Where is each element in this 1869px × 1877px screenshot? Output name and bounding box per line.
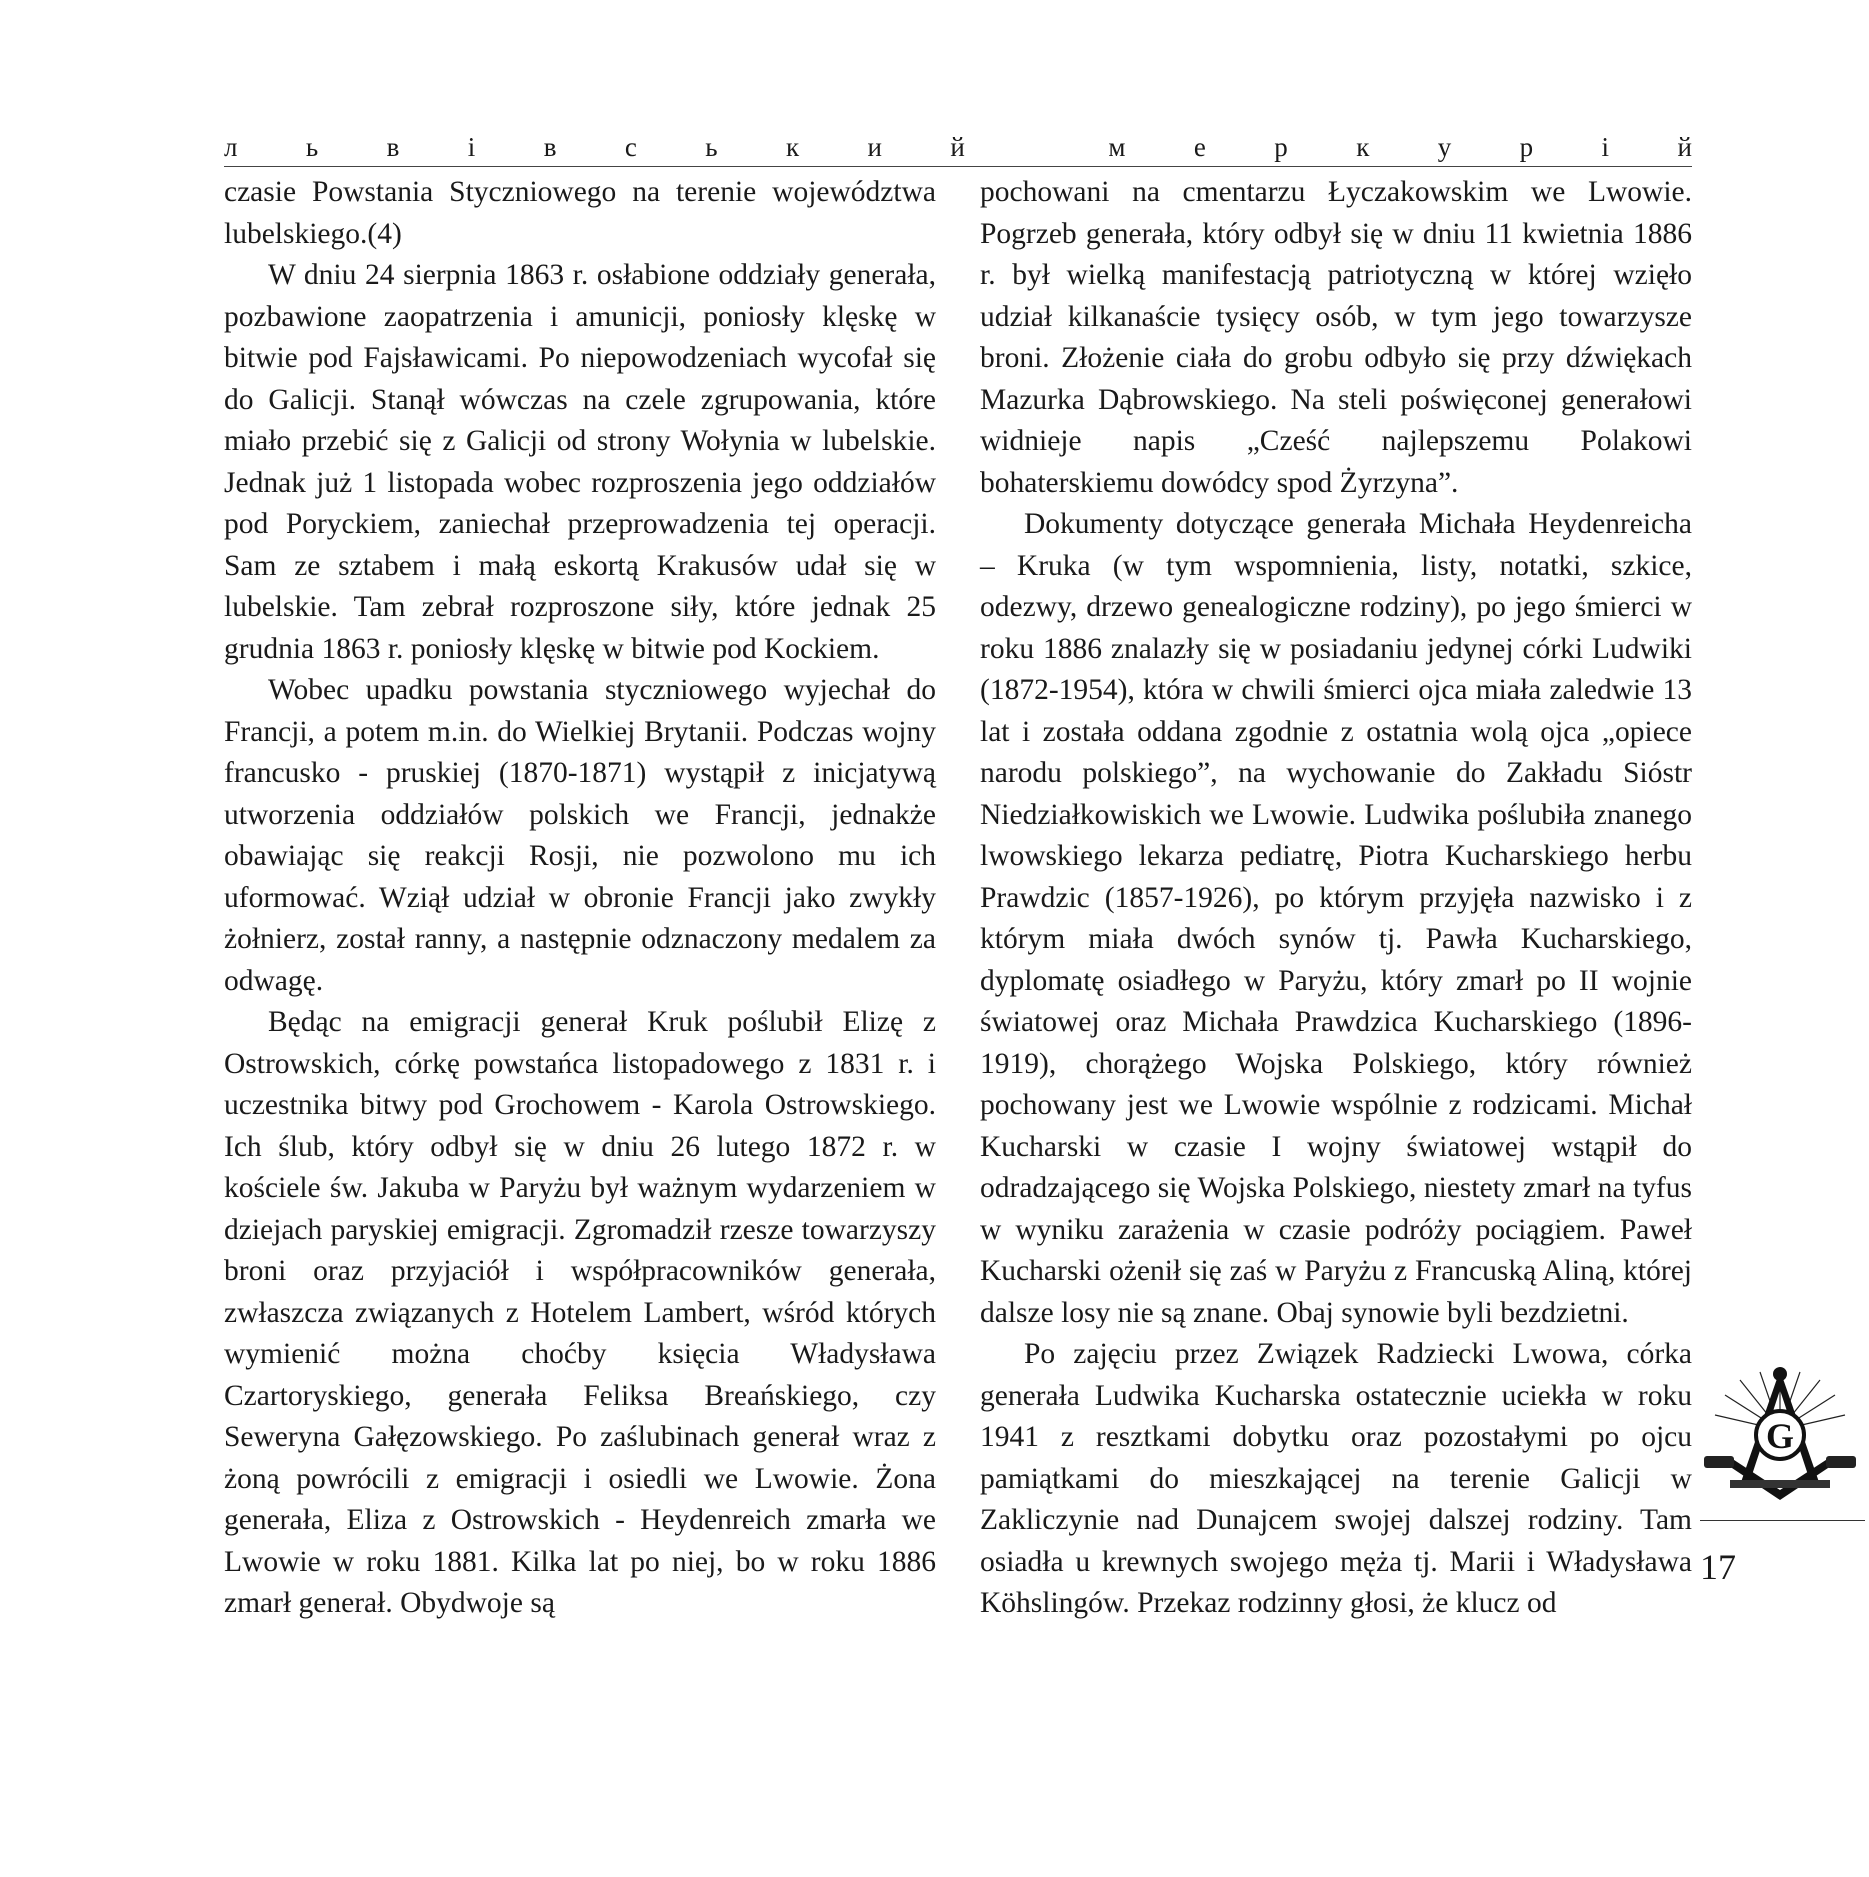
paragraph: Wobec upadku powstania styczniowego wyjechał do Francji, a potem m.in. do Wielkiej Brytanii. Podczas wojny francusko - pruskiej (1870-1871) wystąpił z inicjatywą utworzenia oddziałów polskich we Francji, jednakże obawiając się reakcji Rosji, nie pozwolono mu ich uformować. Wziął udział w obronie Francji jako zwykły żołnierz, został ranny, a następnie odznaczony medalem za odwagę.: [224, 674, 936, 997]
masonic-square-compass-icon: [1700, 1360, 1860, 1510]
paragraph: Po zajęciu przez Związek Radziecki Lwowa, córka generała Ludwika Kucharska ostatecznie uciekła w roku 1941 z resztkami dobytku oraz pozostałymi po ojcu pamiątkami do mieszkającej na terenie Galicji w Zakliczynie nad Dunajcem swojej dalszej rodziny. Tam osiadła u krewnych swojego męża tj. Marii i Władysława Köhslingów. Przekaz rodzinny głosi, że klucz od: [980, 1338, 1692, 1619]
running-head-letter: к: [785, 132, 800, 162]
running-head-letter: у: [1437, 132, 1452, 162]
running-head: [224, 132, 1692, 163]
running-head-letter: ь: [305, 132, 319, 162]
running-head-letter: с: [624, 132, 637, 162]
running-head-letter: и: [867, 132, 882, 162]
emblem-letter: G: [1765, 1416, 1795, 1456]
page-number: 17: [1700, 1547, 1736, 1587]
running-head-letter: м: [1108, 132, 1126, 162]
header-rule: [224, 166, 1692, 167]
running-head-letter: р: [1274, 132, 1288, 162]
running-head-letter: й: [1677, 132, 1692, 162]
paragraph: pochowani na cmentarzu Łyczakowskim we Lwowie. Pogrzeb generała, który odbył się w dniu 11 kwietnia 1886 r. był wielką manifestacją patriotyczną w której wzięło udział kilkanaście tysięcy osób, w tym jego towarzysze broni. Złożenie ciała do grobu odbyło się przy dźwiękach Mazurka Dąbrowskiego. Na steli poświęconej generałowi widnieje napis „Cześć najlepszemu Polakowi bohaterskiemu dowódcy spod Żyrzyna”.: [980, 176, 1692, 499]
running-head-letter: і: [467, 132, 476, 162]
running-head-spacer: [1033, 132, 1040, 163]
side-rule: [1700, 1520, 1865, 1521]
paragraph: W dniu 24 sierpnia 1863 r. osłabione oddziały generała, pozbawione zaopatrzenia i amunicji, poniosły klęskę w bitwie pod Fajsławicami. Po niepowodzeniach wycofał się do Galicji. Stanął wówczas na czele zgrupowania, które miało przebić się z Galicji od strony Wołynia w lubelskie. Jednak już 1 listopada wobec rozproszenia jego oddziałów pod Poryckiem, zaniechał przeprowadzenia tej operacji. Sam ze sztabem i małą eskortą Krakusów udał się w lubelskie. Tam zebrał rozproszone siły, które jednak 25 grudnia 1863 r. poniosły klęskę w bitwie pod Kockiem.: [224, 259, 936, 665]
running-head-letter: й: [950, 132, 965, 162]
running-head-letter: е: [1193, 132, 1206, 162]
running-head-letter: к: [1356, 132, 1370, 162]
running-head-letter: в: [543, 132, 557, 162]
running-head-letter: р: [1519, 132, 1534, 162]
left-column: [224, 172, 936, 1625]
paragraph: Będąc na emigracji generał Kruk poślubił Elizę z Ostrowskich, córkę powstańca listopadowego z 1831 r. i uczestnika bitwy pod Grochowem - Karola Ostrowskiego. Ich ślub, który odbył się w dniu 26 lutego 1872 r. w kościele św. Jakuba w Paryżu był ważnym wydarzeniem w dziejach paryskiej emigracji. Zgromadził rzesze towarzyszy broni oraz przyjaciół i współpracowników generała, zwłaszcza związanych z Hotelem Lambert, wśród których wymienić można choćby księcia Władysława Czartoryskiego, generała Feliksa Breańskiego, czy Seweryna Gałęzowskiego. Po zaślubinach generał wraz z żoną powrócili z emigracji i osiedli we Lwowie. Żona generała, Eliza z Ostrowskich - Heydenreich zmarła we Lwowie w roku 1881. Kilka lat po niej, bo w roku 1886 zmarł generał. Obydwoje są: [224, 1006, 936, 1619]
running-head-letter: л: [224, 132, 238, 162]
running-head-letter: і: [1601, 132, 1610, 162]
running-head-letter: ь: [705, 132, 718, 162]
running-head-letter: в: [386, 132, 400, 162]
paragraph: Dokumenty dotyczące generała Michała Heydenreicha – Kruka (w tym wspomnienia, listy, notatki, szkice, odezwy, drzewo genealogiczne rodziny), po jego śmierci w roku 1886 znalazły się w posiadaniu jedynej córki Ludwiki (1872-1954), która w chwili śmierci ojca miała zaledwie 13 lat i została oddana zgodnie z ostatnia wolą ojca „opiece narodu polskiego”, na wychowanie do Zakładu Sióstr Niedziałkowiskich we Lwowie. Ludwika poślubiła znanego lwowskiego lekarza pediatrę, Piotra Kucharskiego herbu Prawdzic (1857-1926), po którym przyjęła nazwisko i z którym miała dwóch synów tj. Pawła Kucharskiego, dyplomatę osiadłego w Paryżu, który zmarł po II wojnie światowej oraz Michała Prawdzica Kucharskiego (1896-1919), chorążego Wojska Polskiego, który również pochowany jest we Lwowie wspólnie z rodzicami. Michał Kucharski w czasie I wojny światowej wstąpił do odradzającego się Wojska Polskiego, niestety zmarł na tyfus w wyniku zarażenia w czasie podróży pociągiem. Paweł Kucharski ożenił się zaś w Paryżu z Francuską Aliną, której dalsze losy nie są znane. Obaj synowie byli bezdzietni.: [980, 508, 1692, 1329]
paragraph: czasie Powstania Styczniowego na terenie województwa lubelskiego.(4): [224, 176, 936, 250]
right-column: [980, 172, 1692, 1625]
